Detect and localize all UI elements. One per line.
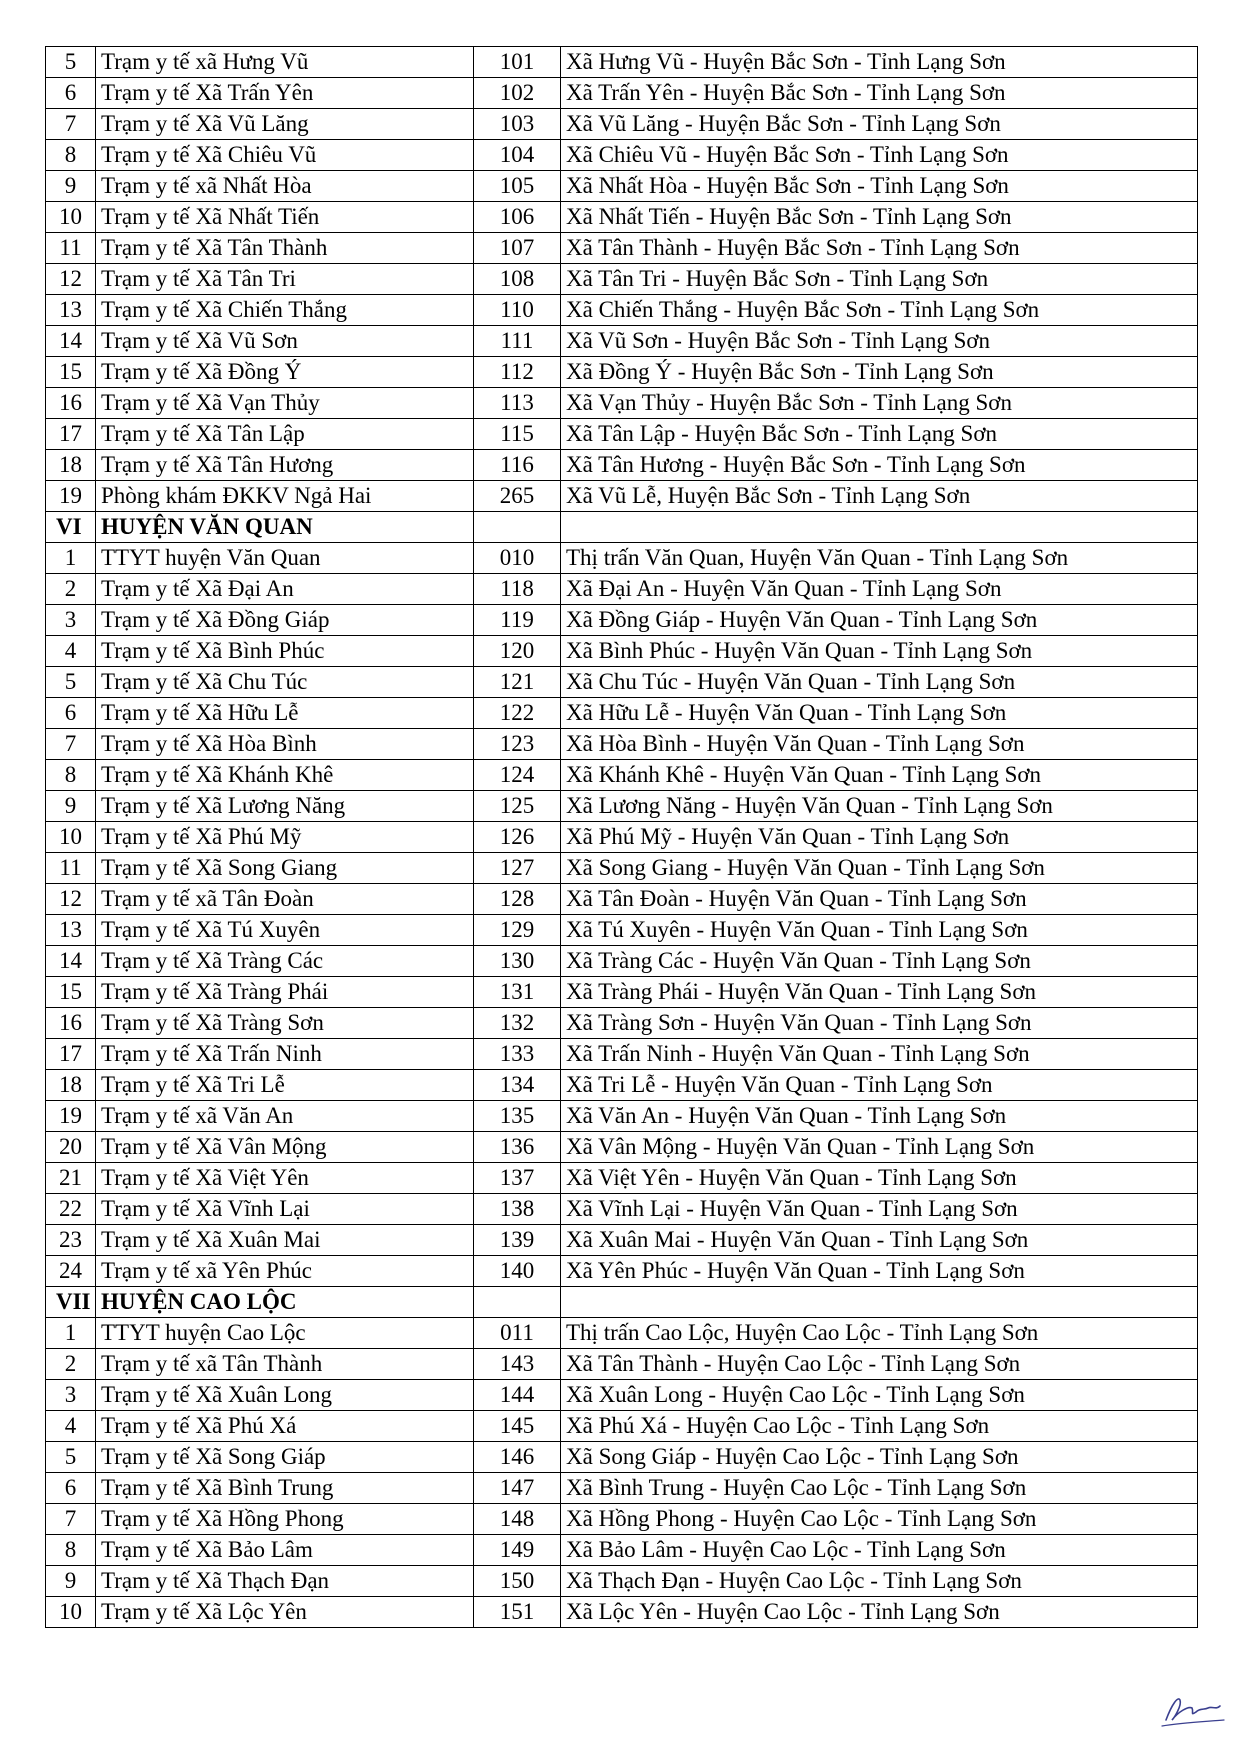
facility-code-cell: 119 xyxy=(474,605,561,636)
row-number-cell: 19 xyxy=(46,1101,96,1132)
row-number-cell: 5 xyxy=(46,667,96,698)
row-number-cell: 4 xyxy=(46,1411,96,1442)
row-number-cell: 18 xyxy=(46,1070,96,1101)
facility-address-cell: Xã Tân Tri - Huyện Bắc Sơn - Tỉnh Lạng Sơn xyxy=(561,264,1198,295)
row-number-cell: 22 xyxy=(46,1194,96,1225)
facility-address-cell: Xã Tân Thành - Huyện Cao Lộc - Tỉnh Lạng Sơn xyxy=(561,1349,1198,1380)
facility-name-cell: Trạm y tế Xã Song Giang xyxy=(96,853,474,884)
table-row xyxy=(46,1225,1198,1256)
facility-name-cell: Trạm y tế Xã Vũ Lăng xyxy=(96,109,474,140)
row-number-cell: VI xyxy=(46,512,96,543)
facility-name-cell: Trạm y tế xã Tân Thành xyxy=(96,1349,474,1380)
facility-address-cell: Xã Nhất Hòa - Huyện Bắc Sơn - Tỉnh Lạng Sơn xyxy=(561,171,1198,202)
facility-address-cell: Xã Tân Đoàn - Huyện Văn Quan - Tỉnh Lạng Sơn xyxy=(561,884,1198,915)
row-number-cell: 7 xyxy=(46,729,96,760)
facility-address-cell: Xã Bình Trung - Huyện Cao Lộc - Tỉnh Lạng Sơn xyxy=(561,1473,1198,1504)
table-row xyxy=(46,1318,1198,1349)
facility-address-cell xyxy=(561,1287,1198,1318)
facility-address-cell: Xã Đồng Ý - Huyện Bắc Sơn - Tỉnh Lạng Sơn xyxy=(561,357,1198,388)
facility-name-cell: Trạm y tế Xã Vạn Thủy xyxy=(96,388,474,419)
table-row xyxy=(46,47,1198,78)
facility-address-cell: Xã Song Giang - Huyện Văn Quan - Tỉnh Lạng Sơn xyxy=(561,853,1198,884)
facility-address-cell: Xã Thạch Đạn - Huyện Cao Lộc - Tỉnh Lạng Sơn xyxy=(561,1566,1198,1597)
facility-code-cell: 113 xyxy=(474,388,561,419)
facility-name-cell: Trạm y tế Xã Chu Túc xyxy=(96,667,474,698)
facility-name-cell: Trạm y tế Xã Thạch Đạn xyxy=(96,1566,474,1597)
row-number-cell: 10 xyxy=(46,1597,96,1628)
facility-name-cell: Trạm y tế Xã Bảo Lâm xyxy=(96,1535,474,1566)
facility-code-cell: 136 xyxy=(474,1132,561,1163)
table-row xyxy=(46,1163,1198,1194)
row-number-cell: 2 xyxy=(46,1349,96,1380)
table-row xyxy=(46,1442,1198,1473)
table-row xyxy=(46,202,1198,233)
facility-name-cell: Trạm y tế xã Văn An xyxy=(96,1101,474,1132)
row-number-cell: 15 xyxy=(46,977,96,1008)
facility-code-cell: 101 xyxy=(474,47,561,78)
facility-address-cell: Xã Nhất Tiến - Huyện Bắc Sơn - Tỉnh Lạng Sơn xyxy=(561,202,1198,233)
facility-address-cell: Xã Tràng Sơn - Huyện Văn Quan - Tỉnh Lạng Sơn xyxy=(561,1008,1198,1039)
table-row xyxy=(46,295,1198,326)
facility-code-cell: 112 xyxy=(474,357,561,388)
facility-code-cell: 104 xyxy=(474,140,561,171)
facility-address-cell: Xã Vạn Thủy - Huyện Bắc Sơn - Tỉnh Lạng Sơn xyxy=(561,388,1198,419)
section-title-cell: HUYỆN VĂN QUAN xyxy=(96,512,474,543)
facility-code-cell: 123 xyxy=(474,729,561,760)
facility-name-cell: Trạm y tế Xã Tri Lễ xyxy=(96,1070,474,1101)
row-number-cell: 13 xyxy=(46,295,96,326)
table-row xyxy=(46,1473,1198,1504)
facility-name-cell: Trạm y tế Xã Bình Phúc xyxy=(96,636,474,667)
facility-code-cell: 124 xyxy=(474,760,561,791)
facility-code-cell: 144 xyxy=(474,1380,561,1411)
table-row xyxy=(46,915,1198,946)
facility-code-cell: 137 xyxy=(474,1163,561,1194)
table-row xyxy=(46,977,1198,1008)
row-number-cell: 14 xyxy=(46,326,96,357)
table-row xyxy=(46,822,1198,853)
facility-name-cell: Trạm y tế Xã Vũ Sơn xyxy=(96,326,474,357)
section-title-cell: HUYỆN CAO LỘC xyxy=(96,1287,474,1318)
row-number-cell: 16 xyxy=(46,1008,96,1039)
facility-name-cell: Trạm y tế Xã Tân Thành xyxy=(96,233,474,264)
table-row xyxy=(46,543,1198,574)
facility-name-cell: Trạm y tế xã Yên Phúc xyxy=(96,1256,474,1287)
table-row xyxy=(46,1194,1198,1225)
facility-code-cell: 148 xyxy=(474,1504,561,1535)
facility-address-cell: Xã Lộc Yên - Huyện Cao Lộc - Tỉnh Lạng Sơn xyxy=(561,1597,1198,1628)
row-number-cell: 1 xyxy=(46,1318,96,1349)
row-number-cell: 15 xyxy=(46,357,96,388)
facility-code-cell: 265 xyxy=(474,481,561,512)
facility-name-cell: Trạm y tế Xã Tú Xuyên xyxy=(96,915,474,946)
facility-code-cell: 010 xyxy=(474,543,561,574)
row-number-cell: 14 xyxy=(46,946,96,977)
row-number-cell: 9 xyxy=(46,1566,96,1597)
row-number-cell: 7 xyxy=(46,1504,96,1535)
row-number-cell: 1 xyxy=(46,543,96,574)
facility-address-cell: Xã Tân Lập - Huyện Bắc Sơn - Tỉnh Lạng Sơn xyxy=(561,419,1198,450)
facility-address-cell: Xã Bình Phúc - Huyện Văn Quan - Tỉnh Lạng Sơn xyxy=(561,636,1198,667)
facility-code-cell: 140 xyxy=(474,1256,561,1287)
facility-code-cell: 120 xyxy=(474,636,561,667)
facility-name-cell: Trạm y tế Xã Đồng Ý xyxy=(96,357,474,388)
facility-address-cell: Xã Tú Xuyên - Huyện Văn Quan - Tỉnh Lạng Sơn xyxy=(561,915,1198,946)
table-row xyxy=(46,388,1198,419)
facility-address-cell: Xã Vân Mộng - Huyện Văn Quan - Tỉnh Lạng Sơn xyxy=(561,1132,1198,1163)
facility-code-cell: 145 xyxy=(474,1411,561,1442)
facility-address-cell: Xã Hồng Phong - Huyện Cao Lộc - Tỉnh Lạng Sơn xyxy=(561,1504,1198,1535)
facility-name-cell: Trạm y tế Xã Lương Năng xyxy=(96,791,474,822)
table-row xyxy=(46,326,1198,357)
signature-icon xyxy=(1158,1690,1228,1730)
table-row xyxy=(46,1597,1198,1628)
row-number-cell: 7 xyxy=(46,109,96,140)
facility-code-cell: 011 xyxy=(474,1318,561,1349)
facility-name-cell: Trạm y tế Xã Hồng Phong xyxy=(96,1504,474,1535)
facility-address-cell: Xã Trấn Yên - Huyện Bắc Sơn - Tỉnh Lạng Sơn xyxy=(561,78,1198,109)
facility-name-cell: Trạm y tế Xã Bình Trung xyxy=(96,1473,474,1504)
table-row xyxy=(46,574,1198,605)
facility-name-cell: Trạm y tế Xã Xuân Mai xyxy=(96,1225,474,1256)
row-number-cell: 20 xyxy=(46,1132,96,1163)
facility-address-cell: Xã Song Giáp - Huyện Cao Lộc - Tỉnh Lạng Sơn xyxy=(561,1442,1198,1473)
facility-address-cell: Xã Tràng Các - Huyện Văn Quan - Tỉnh Lạng Sơn xyxy=(561,946,1198,977)
facility-name-cell: Trạm y tế Xã Lộc Yên xyxy=(96,1597,474,1628)
facility-address-cell: Xã Phú Mỹ - Huyện Văn Quan - Tỉnh Lạng Sơn xyxy=(561,822,1198,853)
facility-name-cell: Trạm y tế Xã Tân Lập xyxy=(96,419,474,450)
facility-address-cell: Xã Văn An - Huyện Văn Quan - Tỉnh Lạng Sơn xyxy=(561,1101,1198,1132)
facility-name-cell: Trạm y tế Xã Tràng Phái xyxy=(96,977,474,1008)
facility-code-cell: 127 xyxy=(474,853,561,884)
facility-name-cell: Trạm y tế Xã Trấn Yên xyxy=(96,78,474,109)
facility-address-cell: Xã Tân Hương - Huyện Bắc Sơn - Tỉnh Lạng Sơn xyxy=(561,450,1198,481)
facility-code-cell: 131 xyxy=(474,977,561,1008)
section-header-row xyxy=(46,1287,1198,1318)
row-number-cell: 10 xyxy=(46,822,96,853)
facility-code-cell: 122 xyxy=(474,698,561,729)
facility-code-cell: 129 xyxy=(474,915,561,946)
facility-address-cell: Thị trấn Văn Quan, Huyện Văn Quan - Tỉnh Lạng Sơn xyxy=(561,543,1198,574)
facility-code-cell: 143 xyxy=(474,1349,561,1380)
facility-address-cell xyxy=(561,512,1198,543)
facility-name-cell: Trạm y tế Xã Tân Tri xyxy=(96,264,474,295)
row-number-cell: 11 xyxy=(46,853,96,884)
row-number-cell: 16 xyxy=(46,388,96,419)
facility-address-cell: Xã Hưng Vũ - Huyện Bắc Sơn - Tỉnh Lạng Sơn xyxy=(561,47,1198,78)
facility-address-cell: Xã Tân Thành - Huyện Bắc Sơn - Tỉnh Lạng Sơn xyxy=(561,233,1198,264)
facility-name-cell: Trạm y tế Xã Trấn Ninh xyxy=(96,1039,474,1070)
row-number-cell: 9 xyxy=(46,171,96,202)
facility-name-cell: Trạm y tế Xã Vĩnh Lại xyxy=(96,1194,474,1225)
facility-name-cell: Trạm y tế Xã Tràng Sơn xyxy=(96,1008,474,1039)
facility-address-cell: Xã Hữu Lễ - Huyện Văn Quan - Tỉnh Lạng Sơn xyxy=(561,698,1198,729)
facility-code-cell: 107 xyxy=(474,233,561,264)
table-row xyxy=(46,946,1198,977)
facility-code-cell: 118 xyxy=(474,574,561,605)
facility-address-cell: Xã Đồng Giáp - Huyện Văn Quan - Tỉnh Lạng Sơn xyxy=(561,605,1198,636)
facility-address-cell: Xã Vũ Lễ, Huyện Bắc Sơn - Tỉnh Lạng Sơn xyxy=(561,481,1198,512)
table-row xyxy=(46,109,1198,140)
row-number-cell: 8 xyxy=(46,760,96,791)
table-row xyxy=(46,605,1198,636)
row-number-cell: 10 xyxy=(46,202,96,233)
facility-address-cell: Xã Vĩnh Lại - Huyện Văn Quan - Tỉnh Lạng Sơn xyxy=(561,1194,1198,1225)
row-number-cell: 23 xyxy=(46,1225,96,1256)
facility-code-cell: 102 xyxy=(474,78,561,109)
row-number-cell: 5 xyxy=(46,47,96,78)
row-number-cell: VII xyxy=(46,1287,96,1318)
table-row xyxy=(46,1380,1198,1411)
facility-address-cell: Xã Lương Năng - Huyện Văn Quan - Tỉnh Lạng Sơn xyxy=(561,791,1198,822)
row-number-cell: 6 xyxy=(46,78,96,109)
table-row xyxy=(46,1039,1198,1070)
table-row xyxy=(46,760,1198,791)
facility-code-cell: 134 xyxy=(474,1070,561,1101)
table-row xyxy=(46,636,1198,667)
facility-name-cell: Trạm y tế Xã Phú Xá xyxy=(96,1411,474,1442)
facility-name-cell: Phòng khám ĐKKV Ngả Hai xyxy=(96,481,474,512)
facility-address-cell: Xã Chiến Thắng - Huyện Bắc Sơn - Tỉnh Lạng Sơn xyxy=(561,295,1198,326)
table-row xyxy=(46,1008,1198,1039)
table-row xyxy=(46,450,1198,481)
row-number-cell: 12 xyxy=(46,884,96,915)
table-row xyxy=(46,667,1198,698)
facility-code-cell: 149 xyxy=(474,1535,561,1566)
table-row xyxy=(46,171,1198,202)
facility-address-cell: Xã Xuân Mai - Huyện Văn Quan - Tỉnh Lạng Sơn xyxy=(561,1225,1198,1256)
facility-code-cell: 103 xyxy=(474,109,561,140)
table-row xyxy=(46,698,1198,729)
table-row xyxy=(46,1411,1198,1442)
row-number-cell: 17 xyxy=(46,419,96,450)
facility-code-cell: 106 xyxy=(474,202,561,233)
row-number-cell: 13 xyxy=(46,915,96,946)
table-row xyxy=(46,791,1198,822)
facility-table xyxy=(45,46,1198,1628)
facility-name-cell: Trạm y tế Xã Song Giáp xyxy=(96,1442,474,1473)
table-row xyxy=(46,357,1198,388)
facility-name-cell: TTYT huyện Văn Quan xyxy=(96,543,474,574)
table-row xyxy=(46,1566,1198,1597)
table-row xyxy=(46,1256,1198,1287)
table-row xyxy=(46,264,1198,295)
row-number-cell: 3 xyxy=(46,1380,96,1411)
row-number-cell: 18 xyxy=(46,450,96,481)
table-row xyxy=(46,233,1198,264)
facility-name-cell: Trạm y tế Xã Phú Mỹ xyxy=(96,822,474,853)
row-number-cell: 6 xyxy=(46,698,96,729)
facility-code-cell: 105 xyxy=(474,171,561,202)
facility-name-cell: TTYT huyện Cao Lộc xyxy=(96,1318,474,1349)
facility-code-cell: 147 xyxy=(474,1473,561,1504)
facility-name-cell: Trạm y tế Xã Khánh Khê xyxy=(96,760,474,791)
row-number-cell: 2 xyxy=(46,574,96,605)
facility-code-cell: 151 xyxy=(474,1597,561,1628)
facility-address-cell: Xã Yên Phúc - Huyện Văn Quan - Tỉnh Lạng Sơn xyxy=(561,1256,1198,1287)
row-number-cell: 3 xyxy=(46,605,96,636)
facility-code-cell: 110 xyxy=(474,295,561,326)
facility-code-cell: 126 xyxy=(474,822,561,853)
table-row xyxy=(46,853,1198,884)
facility-code-cell: 139 xyxy=(474,1225,561,1256)
facility-name-cell: Trạm y tế Xã Đồng Giáp xyxy=(96,605,474,636)
row-number-cell: 11 xyxy=(46,233,96,264)
row-number-cell: 8 xyxy=(46,1535,96,1566)
row-number-cell: 17 xyxy=(46,1039,96,1070)
facility-address-cell: Xã Tri Lễ - Huyện Văn Quan - Tỉnh Lạng Sơn xyxy=(561,1070,1198,1101)
facility-name-cell: Trạm y tế Xã Vân Mộng xyxy=(96,1132,474,1163)
row-number-cell: 8 xyxy=(46,140,96,171)
facility-code-cell: 108 xyxy=(474,264,561,295)
facility-code-cell xyxy=(474,1287,561,1318)
facility-code-cell: 121 xyxy=(474,667,561,698)
facility-address-cell: Xã Đại An - Huyện Văn Quan - Tỉnh Lạng Sơn xyxy=(561,574,1198,605)
facility-name-cell: Trạm y tế Xã Tân Hương xyxy=(96,450,474,481)
facility-address-cell: Xã Việt Yên - Huyện Văn Quan - Tỉnh Lạng Sơn xyxy=(561,1163,1198,1194)
facility-address-cell: Xã Chiêu Vũ - Huyện Bắc Sơn - Tỉnh Lạng Sơn xyxy=(561,140,1198,171)
table-row xyxy=(46,481,1198,512)
facility-name-cell: Trạm y tế Xã Việt Yên xyxy=(96,1163,474,1194)
facility-name-cell: Trạm y tế Xã Đại An xyxy=(96,574,474,605)
facility-code-cell: 135 xyxy=(474,1101,561,1132)
facility-code-cell: 146 xyxy=(474,1442,561,1473)
section-header-row xyxy=(46,512,1198,543)
row-number-cell: 12 xyxy=(46,264,96,295)
facility-name-cell: Trạm y tế Xã Chiến Thắng xyxy=(96,295,474,326)
facility-code-cell: 150 xyxy=(474,1566,561,1597)
table-row xyxy=(46,729,1198,760)
facility-address-cell: Xã Tràng Phái - Huyện Văn Quan - Tỉnh Lạng Sơn xyxy=(561,977,1198,1008)
row-number-cell: 21 xyxy=(46,1163,96,1194)
facility-name-cell: Trạm y tế Xã Hữu Lễ xyxy=(96,698,474,729)
table-row xyxy=(46,1535,1198,1566)
facility-address-cell: Thị trấn Cao Lộc, Huyện Cao Lộc - Tỉnh Lạng Sơn xyxy=(561,1318,1198,1349)
table-row xyxy=(46,1132,1198,1163)
facility-address-cell: Xã Hòa Bình - Huyện Văn Quan - Tỉnh Lạng Sơn xyxy=(561,729,1198,760)
facility-address-cell: Xã Vũ Lăng - Huyện Bắc Sơn - Tỉnh Lạng Sơn xyxy=(561,109,1198,140)
table-row xyxy=(46,884,1198,915)
facility-address-cell: Xã Trấn Ninh - Huyện Văn Quan - Tỉnh Lạng Sơn xyxy=(561,1039,1198,1070)
table-row xyxy=(46,1070,1198,1101)
facility-address-cell: Xã Phú Xá - Huyện Cao Lộc - Tỉnh Lạng Sơn xyxy=(561,1411,1198,1442)
facility-name-cell: Trạm y tế xã Hưng Vũ xyxy=(96,47,474,78)
facility-address-cell: Xã Xuân Long - Huyện Cao Lộc - Tỉnh Lạng Sơn xyxy=(561,1380,1198,1411)
facility-code-cell: 125 xyxy=(474,791,561,822)
facility-code-cell: 111 xyxy=(474,326,561,357)
table-row xyxy=(46,1349,1198,1380)
facility-code-cell: 128 xyxy=(474,884,561,915)
facility-code-cell: 132 xyxy=(474,1008,561,1039)
facility-name-cell: Trạm y tế xã Tân Đoàn xyxy=(96,884,474,915)
table-row xyxy=(46,78,1198,109)
row-number-cell: 24 xyxy=(46,1256,96,1287)
facility-name-cell: Trạm y tế Xã Xuân Long xyxy=(96,1380,474,1411)
facility-name-cell: Trạm y tế Xã Hòa Bình xyxy=(96,729,474,760)
facility-address-cell: Xã Bảo Lâm - Huyện Cao Lộc - Tỉnh Lạng Sơn xyxy=(561,1535,1198,1566)
facility-code-cell: 116 xyxy=(474,450,561,481)
table-row xyxy=(46,140,1198,171)
row-number-cell: 19 xyxy=(46,481,96,512)
facility-code-cell: 115 xyxy=(474,419,561,450)
table-row xyxy=(46,1101,1198,1132)
facility-code-cell: 138 xyxy=(474,1194,561,1225)
facility-name-cell: Trạm y tế Xã Chiêu Vũ xyxy=(96,140,474,171)
table-row xyxy=(46,1504,1198,1535)
facility-code-cell: 133 xyxy=(474,1039,561,1070)
row-number-cell: 4 xyxy=(46,636,96,667)
row-number-cell: 5 xyxy=(46,1442,96,1473)
facility-table-body xyxy=(46,47,1198,1628)
row-number-cell: 6 xyxy=(46,1473,96,1504)
facility-name-cell: Trạm y tế Xã Tràng Các xyxy=(96,946,474,977)
facility-address-cell: Xã Chu Túc - Huyện Văn Quan - Tỉnh Lạng Sơn xyxy=(561,667,1198,698)
table-row xyxy=(46,419,1198,450)
facility-code-cell xyxy=(474,512,561,543)
facility-code-cell: 130 xyxy=(474,946,561,977)
facility-name-cell: Trạm y tế xã Nhất Hòa xyxy=(96,171,474,202)
row-number-cell: 9 xyxy=(46,791,96,822)
facility-address-cell: Xã Khánh Khê - Huyện Văn Quan - Tỉnh Lạng Sơn xyxy=(561,760,1198,791)
facility-name-cell: Trạm y tế Xã Nhất Tiến xyxy=(96,202,474,233)
facility-address-cell: Xã Vũ Sơn - Huyện Bắc Sơn - Tỉnh Lạng Sơn xyxy=(561,326,1198,357)
